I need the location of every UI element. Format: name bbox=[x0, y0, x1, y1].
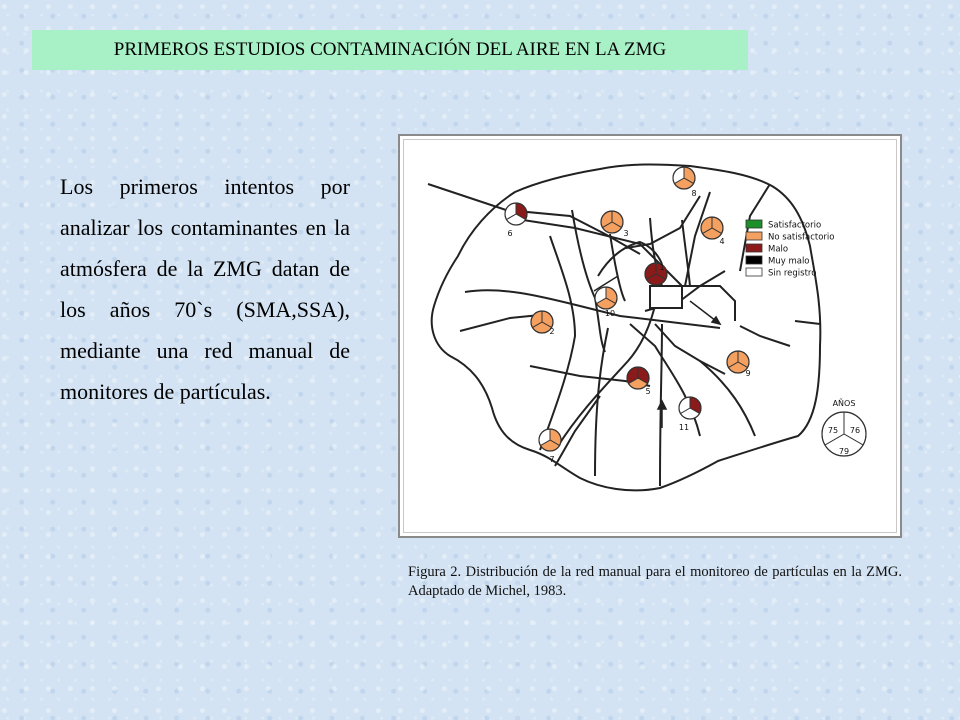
station-3-pie bbox=[601, 211, 623, 233]
station-5-pie bbox=[627, 367, 649, 389]
station-10-pie bbox=[595, 287, 617, 309]
station-7-label: 7 bbox=[549, 455, 555, 464]
station-6-label: 6 bbox=[507, 229, 513, 238]
years-key-year: 76 bbox=[849, 426, 861, 435]
station-8-pie bbox=[673, 167, 695, 189]
legend-label: Muy malo bbox=[768, 256, 810, 267]
body-paragraph: Los primeros intentos por analizar los contaminantes en la atmósfera de la ZMG datan de los años 70`s (SMA,SSA), mediante una red manual de monitores de partículas. bbox=[60, 174, 350, 404]
legend-label: Sin registro bbox=[768, 268, 817, 279]
years-key-year: 79 bbox=[838, 447, 850, 456]
station-11-pie bbox=[679, 397, 701, 419]
legend-label: Malo bbox=[768, 244, 789, 255]
station-5-label: 5 bbox=[645, 387, 651, 396]
station-9-label: 9 bbox=[745, 369, 751, 378]
station-10-label: 10 bbox=[604, 309, 616, 318]
station-3-label: 3 bbox=[623, 229, 629, 238]
station-4-label: 4 bbox=[719, 237, 725, 246]
map-svg bbox=[400, 136, 900, 536]
legend-swatch bbox=[746, 244, 762, 252]
years-key bbox=[822, 398, 866, 456]
figure-caption: Figura 2. Distribución de la red manual para el monitoreo de partículas en la ZMG. Adaptado de Michel, 1983. bbox=[408, 564, 902, 599]
station-1-label: 1 bbox=[659, 263, 665, 272]
city-center-block bbox=[650, 286, 682, 308]
station-11-label: 11 bbox=[678, 423, 690, 432]
station-2-label: 2 bbox=[549, 327, 555, 336]
legend-swatch bbox=[746, 220, 762, 228]
legend-swatch bbox=[746, 268, 762, 276]
station-8-label: 8 bbox=[691, 189, 697, 198]
years-key-year: 75 bbox=[827, 426, 839, 435]
zmg-monitoring-map bbox=[398, 134, 902, 538]
legend-label: No satisfactorio bbox=[768, 232, 835, 243]
legend-swatch bbox=[746, 232, 762, 240]
legend-label: Satisfactorio bbox=[768, 220, 822, 231]
legend-swatch bbox=[746, 256, 762, 264]
slide-title: PRIMEROS ESTUDIOS CONTAMINACIÓN DEL AIRE EN LA ZMG bbox=[32, 30, 748, 70]
station-7-pie bbox=[539, 429, 561, 451]
station-4-pie bbox=[701, 217, 723, 239]
city-boundary bbox=[432, 164, 821, 490]
years-key-title: AÑOS bbox=[832, 399, 856, 408]
legend bbox=[746, 220, 835, 279]
stations bbox=[505, 167, 751, 464]
station-6-pie bbox=[505, 203, 527, 225]
